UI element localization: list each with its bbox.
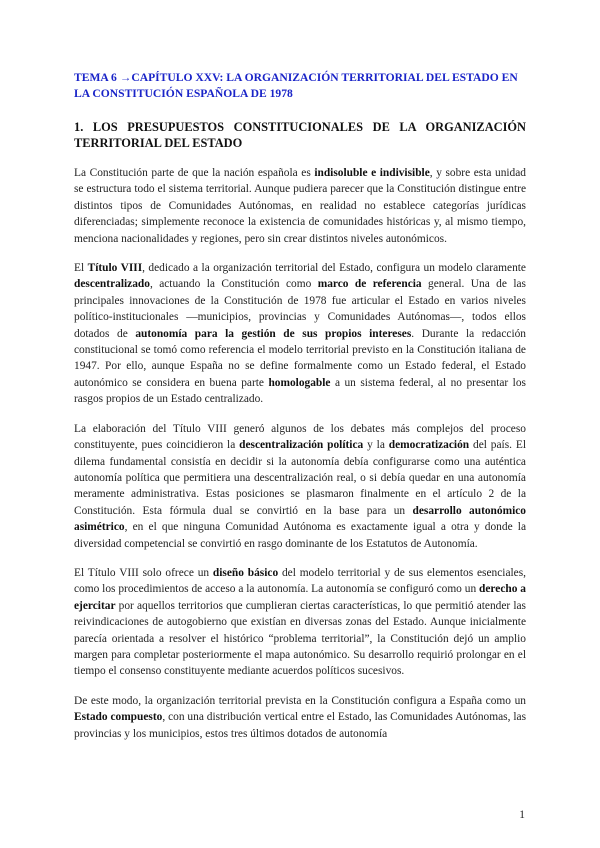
bold-term: Estado compuesto: [74, 711, 163, 724]
bold-term: Título VIII: [87, 262, 143, 275]
chapter-title: TEMA 6 →CAPÍTULO XXV: LA ORGANIZACIÓN TERRITORIAL DEL ESTADO EN LA CONSTITUCIÓN ESPAÑOLA DE 1978: [74, 71, 518, 100]
bold-term: marco de referencia: [317, 278, 422, 291]
paragraph-3: La elaboración del Título VIII generó algunos de los debates más complejos del proceso constituyente, pues coincidieron la descentralización política y la democratización del país. El dilema fundamental consistía en decidir si la autonomía debía configurarse como una auténtica autonomía política que permitiera una descentralización real, o si debía quedar en una autonomía meramente administrativa. Estas posiciones se plasmaron finalmente en el artículo 2 de la Constitución. Esta fórmula dual se convirtió en la base para un desarrollo autonómico asimétrico, en el que ninguna Comunidad Autónoma es exactamente igual a otra y donde la diversidad competencial se convirtió en rasgo dominante de los Estatutos de Autonomía.: [74, 422, 526, 550]
page-content: [74, 70, 526, 755]
bold-term: derecho a ejercitar: [74, 583, 526, 612]
bold-term: descentralizado: [74, 278, 150, 291]
page-number: 1: [519, 809, 525, 821]
section-heading: 1. LOS PRESUPUESTOS CONSTITUCIONALES DE LA ORGANIZACIÓN TERRITORIAL DEL ESTADO: [74, 120, 526, 150]
bold-term: indisoluble e indivisible: [314, 167, 430, 179]
bold-term: desarrollo autonómico asimétrico: [74, 504, 526, 534]
paragraph-1: La Constitución parte de que la nación española es indisoluble e indivisible, y sobre esta unidad se estructura todo el sistema territorial. Aunque pudiera parecer que la Constitución distingue entre distintos tipos de Comunidades Autónomas, en realidad no establece categorías jurídicas diferenciadas; simplemente reconoce la existencia de comunidades históricas y, al mismo tiempo, menciona nacionalidades y regiones, pero sin crear distintos niveles autonómicos.: [74, 167, 527, 245]
paragraph-4: El Título VIII solo ofrece un diseño básico del modelo territorial y de sus elementos esenciales, como los procedimientos de acceso a la autonomía. La autonomía se configuró como un derecho a ejercitar por aquellos territorios que cumplieran ciertas características, lo que permitió atender las reivindicaciones de autogobierno que existían en diversas zonas del Estado. Aunque inicialmente parecía orientada a resolver el histórico “problema territorial”, la Constitución dejó un amplio margen para completar posteriormente el mapa autonómico. Su desarrollo requirió prolongar en el tiempo el consenso constituyente mediante acuerdos políticos sucesivos.: [74, 566, 527, 678]
bold-term: diseño básico: [212, 566, 279, 579]
paragraph-5: De este modo, la organización territorial prevista en la Constitución configura a España como un Estado compuesto, con una distribución vertical entre el Estado, las Comunidades Autónomas, las provincias y los municipios, estos tres últimos dotados de autonomía: [74, 694, 526, 740]
bold-term: democratización: [388, 439, 470, 452]
bold-term: descentralización política: [239, 439, 364, 452]
bold-term: homologable: [268, 376, 331, 389]
bold-term: autonomía para la gestión de sus propios intereses: [135, 327, 412, 340]
paragraph-2: El Título VIII, dedicado a la organización territorial del Estado, configura un modelo claramente descentralizado, actuando la Constitución como marco de referencia general. Una de las principales innovaciones de la Constitución de 1978 fue articular el Estado en varios niveles político-institucionales —municipios, provincias y Comunidades Autónomas—, todos ellos dotados de autonomía para la gestión de sus propios intereses. Durante la redacción constitucional se tomó como referencia el modelo territorial previsto en la Constitución italiana de 1947. Por ello, aunque España no se define formalmente como un Estado federal, el Estado autonómico se considera en buena parte homologable a un sistema federal, al no presentar los rasgos propios de un Estado centralizado.: [74, 262, 526, 406]
